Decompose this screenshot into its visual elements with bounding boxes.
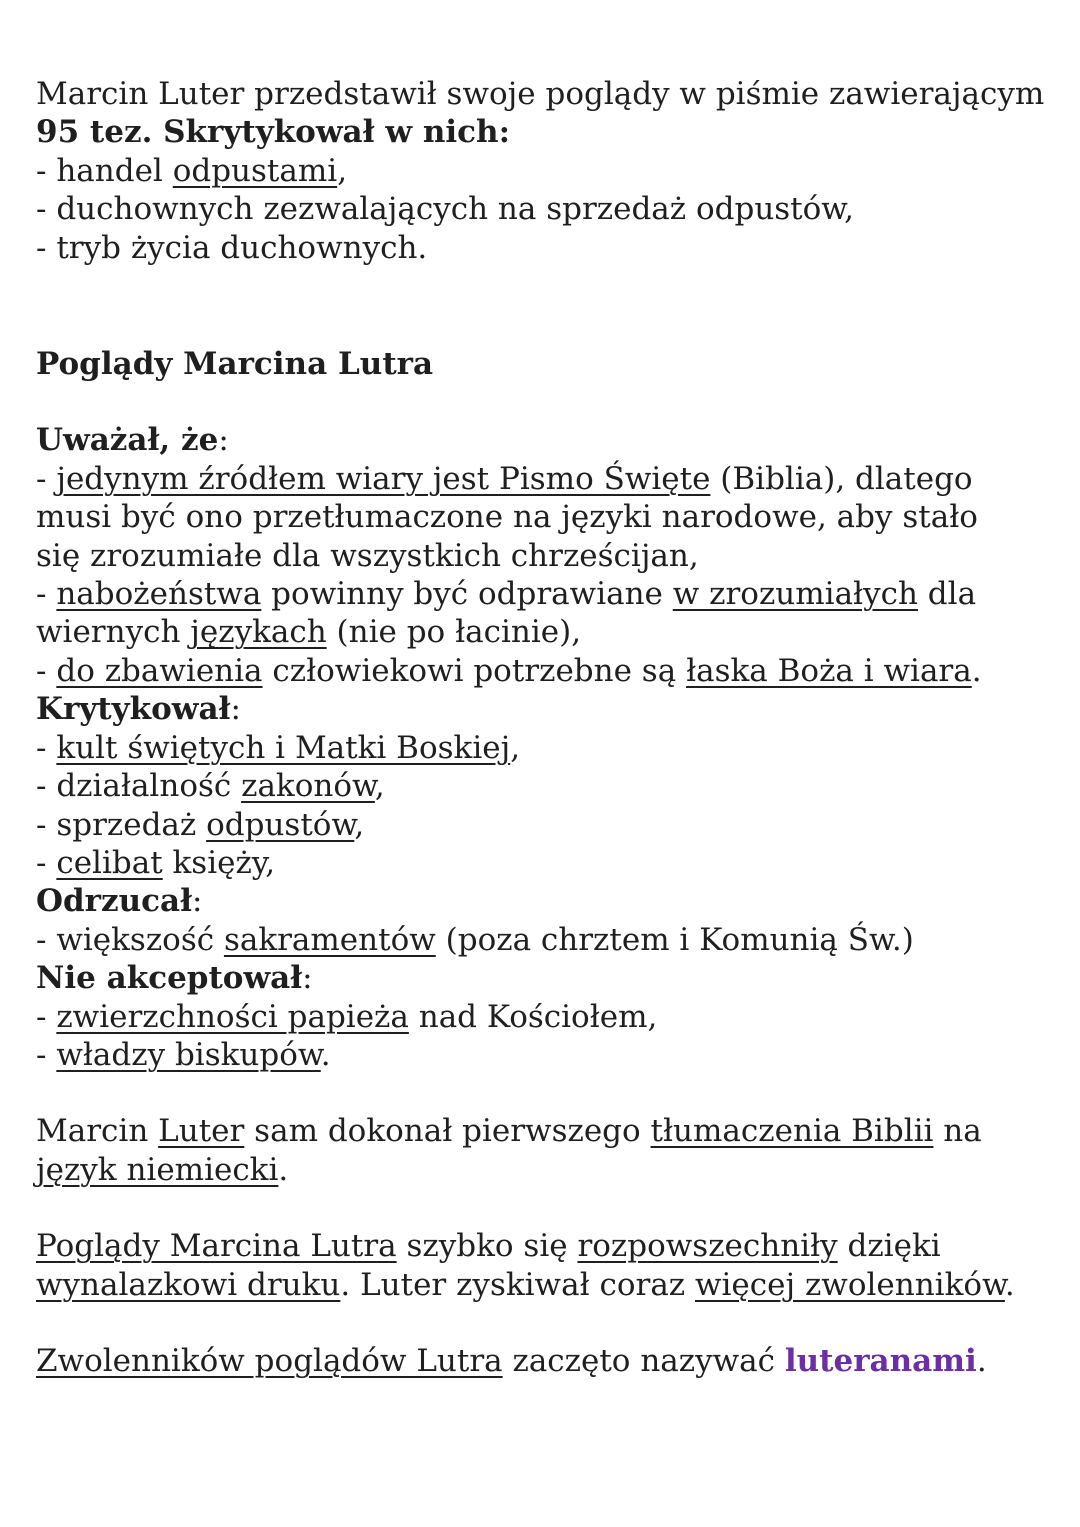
intro-item-2: - duchownych zezwalających na sprzedaż odpustów, (36, 191, 855, 228)
not-accepted-item-1: - zwierzchności papieża nad Kościołem, (36, 998, 658, 1035)
believed-item-3: - do zbawienia człowiekowi potrzebne są łaska Boża i wiara. (36, 652, 982, 689)
criticized-item-2: - działalność zakonów, (36, 768, 385, 805)
intro-item-3: - tryb życia duchownych. (36, 229, 428, 266)
believed-item-1: - jedynym źródłem wiary jest Pismo Święte (Biblia), dlatego (36, 460, 973, 497)
intro-item-1: - handel odpustami, (36, 152, 348, 189)
document-page (36, 75, 1056, 1380)
believed-label: Uważał, że: (36, 422, 229, 459)
rejected-item-1: - większość sakramentów (poza chrztem i Komunią Św.) (36, 921, 914, 958)
believed-item-2: - nabożeństwa powinny być odprawiane w zrozumiałych dla (36, 576, 977, 613)
spread-line-2: wynalazkowi druku. Luter zyskiwał coraz więcej zwolenników. (36, 1266, 1015, 1303)
section-heading: Poglądy Marcina Lutra (36, 346, 434, 383)
luteranami-term: luteranami (784, 1342, 977, 1379)
intro-line-1: Marcin Luter przedstawił swoje poglądy w piśmie zawierającym (36, 76, 1045, 112)
spread-line-1: Poglądy Marcina Lutra szybko się rozpowszechniły dzięki (36, 1228, 941, 1265)
criticized-item-1: - kult świętych i Matki Boskiej, (36, 729, 521, 766)
followers-line: Zwolenników poglądów Lutra zaczęto nazywać luteranami. (36, 1342, 987, 1379)
believed-item-1-line-2: musi być ono przetłumaczone na języki narodowe, aby stało (36, 499, 978, 536)
translation-line-1: Marcin Luter sam dokonał pierwszego tłumaczenia Biblii na (36, 1113, 982, 1150)
translation-line-2: język niemiecki. (36, 1151, 289, 1188)
believed-item-1-line-3: się zrozumiałe dla wszystkich chrześcijan, (36, 537, 699, 574)
criticized-label: Krytykował: (36, 691, 241, 728)
criticized-item-3: - sprzedaż odpustów, (36, 806, 365, 843)
intro-line-2: 95 tez. Skrytykował w nich: (36, 114, 511, 151)
believed-item-2-line-2: wiernych językach (nie po łacinie), (36, 614, 582, 651)
rejected-label: Odrzucał: (36, 883, 203, 920)
not-accepted-item-2: - władzy biskupów. (36, 1036, 331, 1073)
not-accepted-label: Nie akceptował: (36, 960, 313, 997)
criticized-item-4: - celibat księży, (36, 844, 276, 881)
